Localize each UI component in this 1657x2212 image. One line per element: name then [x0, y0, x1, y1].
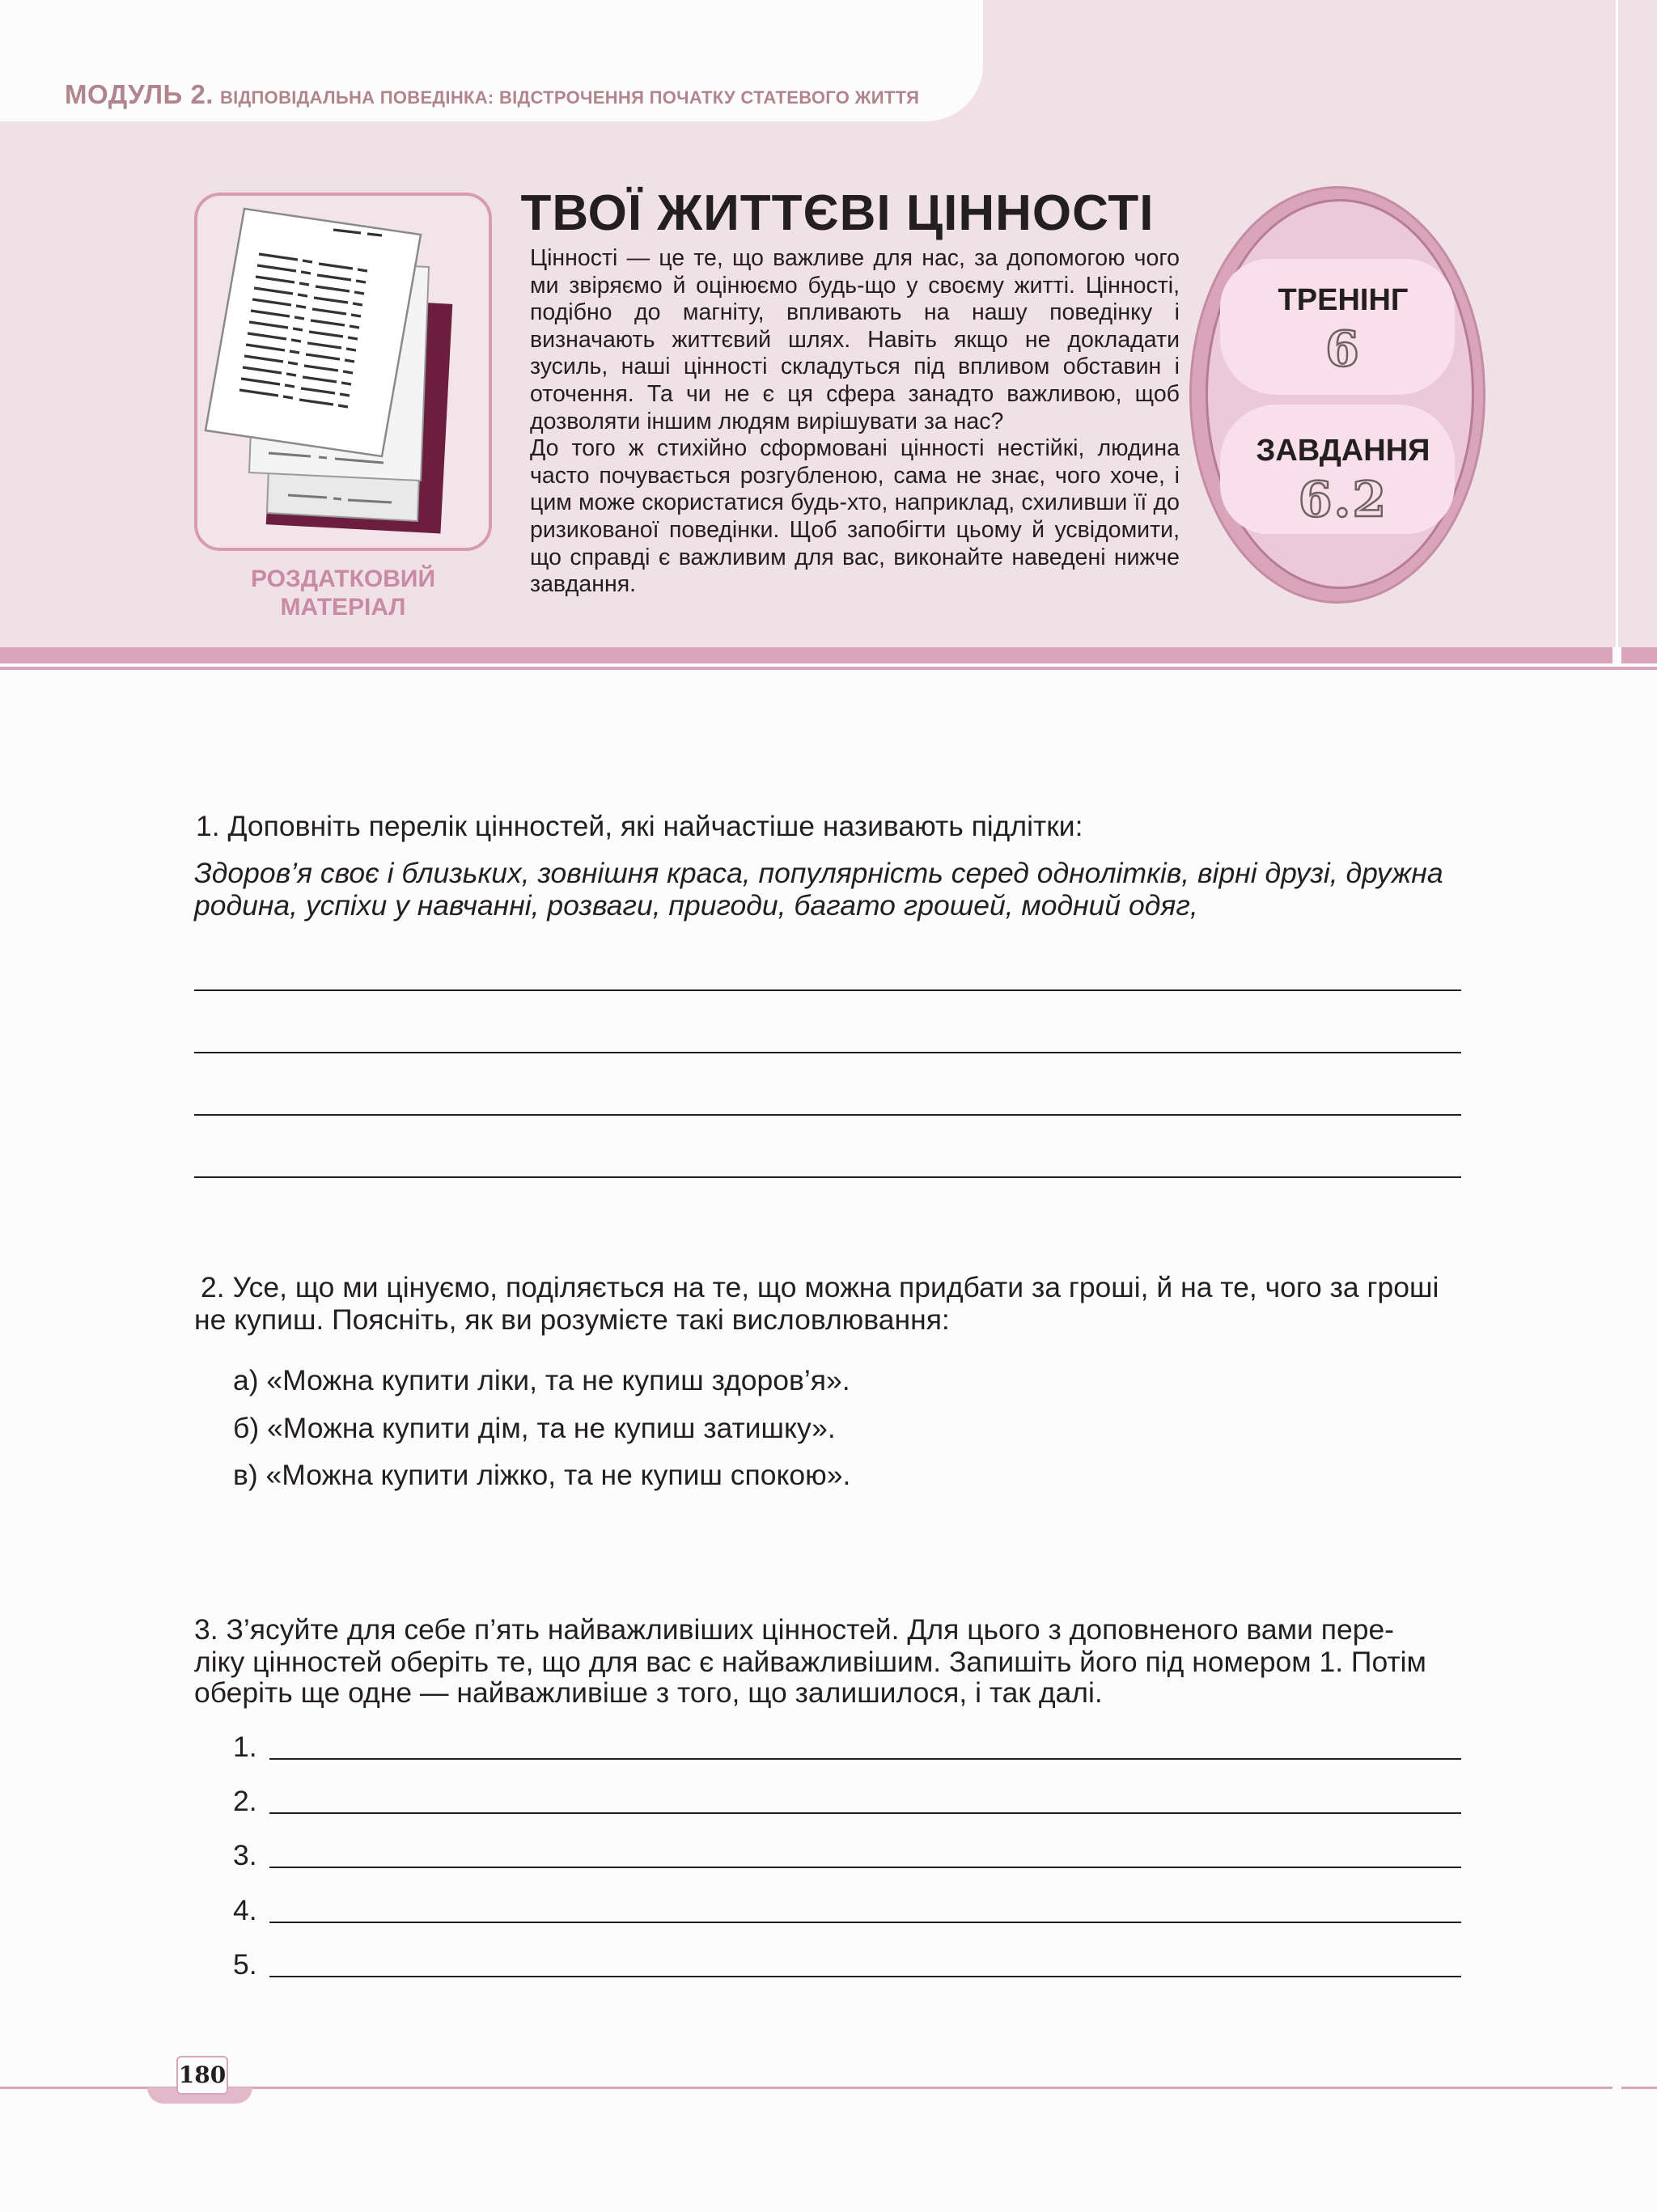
module-subtitle: ВІДПОВІДАЛЬНА ПОВЕДІНКА: ВІДСТРОЧЕННЯ ПОЧАТКУ СТАТЕВОГО ЖИТТЯ: [219, 87, 920, 108]
handout-label-line2: МАТЕРІАЛ: [280, 594, 406, 621]
rank-answer-line[interactable]: [269, 1922, 1461, 1923]
header-stripe: [0, 647, 1613, 663]
question-3-line1: 3. З’ясуйте для себе п’ять найважливіших цінностей. Для цього з доповненого вами пере-: [194, 1613, 1395, 1646]
rank-answer-line[interactable]: [269, 1867, 1461, 1868]
question-1-examples-line2: родина, успіхи у навчанні, розваги, пригоди, багато грошей, модний одяг,: [194, 889, 1198, 922]
rank-number: 2.: [233, 1785, 257, 1817]
page-number: 180: [176, 2056, 228, 2095]
answer-line[interactable]: [194, 1176, 1461, 1178]
stacked-papers-icon: [197, 196, 489, 548]
rank-answer-line[interactable]: [269, 1976, 1461, 1977]
answer-line[interactable]: [194, 989, 1461, 991]
rank-number: 4.: [233, 1894, 257, 1926]
header-stripe-thin: [0, 667, 1657, 670]
edge-strip: [1616, 0, 1618, 647]
task-label: ЗАВДАННЯ: [1256, 434, 1430, 468]
rank-number: 1.: [233, 1731, 257, 1763]
training-number: 6: [1325, 321, 1361, 378]
question-1: 1. Доповніть перелік цінностей, які найчастіше називають підлітки:: [196, 810, 1083, 842]
rank-number: 5.: [233, 1948, 257, 1981]
question-3-line3: оберіть ще одне — найважливіше з того, що залишилося, і так далі.: [194, 1676, 1103, 1709]
question-2-line1: 2. Усе, що ми цінуємо, поділяється на те, що можна придбати за гроші, й на те, чого за гроші: [201, 1271, 1439, 1303]
question-2-item: в) «Можна купити ліжко, та не купиш спокою».: [233, 1459, 851, 1491]
intro-paragraph-1: Цінності — це те, що важливе для нас, за допомогою чого ми звіряємо й оцінюємо будь-що у своєму житті. Цінності, подібно до магніту, впливають на нашу поведінку і визначають життєвий шлях. Навіть якщо не докладати зусиль, наші цінності складуться під впливом обставин і оточення. Та чи не є ця сфера занадто важливою, щоб дозволяти іншим людям вирішувати за нас?: [530, 245, 1180, 434]
rank-answer-line[interactable]: [269, 1758, 1461, 1760]
header-stripe-edge: [1621, 647, 1657, 663]
page-title: ТВОЇ ЖИТТЄВІ ЦІННОСТІ: [520, 185, 1155, 241]
question-2-line2: не купиш. Поясніть, як ви розумієте такі висловлювання:: [194, 1303, 950, 1336]
intro-paragraph-2: До того ж стихійно сформовані цінності нестійкі, людина часто почувається розгубленою, сама не знає, чого хоче, і цим може скористатися будь-хто, наприклад, схиливши її до ризикованої поведінки. Щоб запобігти цьому й усвідомити, що справді є важливим для вас, виконайте наведені нижче завдання.: [530, 435, 1180, 598]
running-header: [65, 79, 919, 110]
question-2-item: б) «Можна купити дім, та не купиш затишку».: [233, 1412, 836, 1444]
intro-text: [530, 245, 1180, 599]
task-number: 6.2: [1298, 472, 1388, 528]
module-label: МОДУЛЬ 2.: [65, 79, 214, 109]
question-1-examples-line1: Здоров’я своє і близьких, зовнішня краса, популярність серед однолітків, вірні друзі, дружна: [194, 857, 1443, 889]
footer-rule-edge: [1621, 2087, 1657, 2089]
question-2-item: а) «Можна купити ліки, та не купиш здоров’я».: [233, 1364, 850, 1396]
handout-label: [194, 565, 492, 621]
answer-line[interactable]: [194, 1052, 1461, 1053]
handout-label-line1: РОЗДАТКОВИЙ: [250, 566, 436, 592]
rank-answer-line[interactable]: [269, 1812, 1461, 1814]
answer-line[interactable]: [194, 1114, 1461, 1116]
training-label: ТРЕНІНГ: [1278, 283, 1409, 317]
question-3-line2: ліку цінностей оберіть те, що для вас є найважливішим. Запишіть його під номером 1. Потім: [194, 1646, 1426, 1678]
rank-number: 3.: [233, 1839, 257, 1871]
